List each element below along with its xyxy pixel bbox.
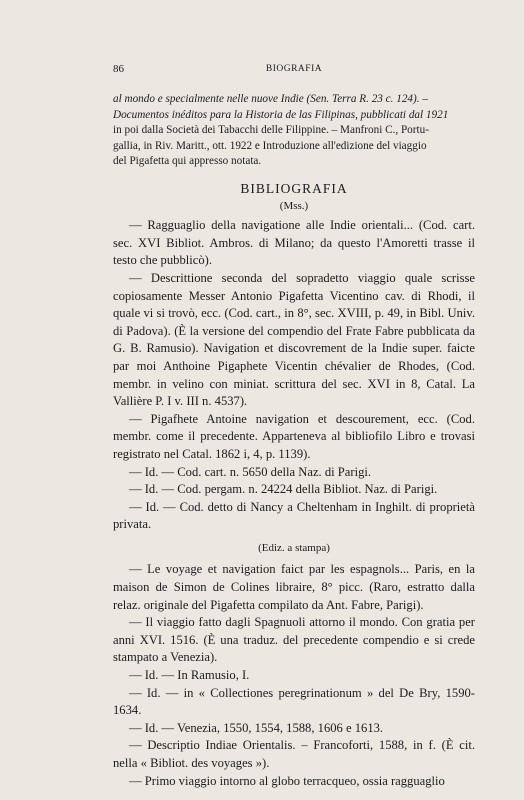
mss-entry: — Descrittione seconda del sopradetto viaggio quale scrisse copiosamente Messer Antonio Pigafetta Vicentino cav. di Rhodi, il quale vi si trovò, ecc. (Cod. cart., in 8°, sec. XVIII, p. 49, in Bibl. Univ. di Padova). (È la versione del compendio del Frate Fabre pubblicata da G. B. Ramusio). Navigation et discovrement de la Indie super. faicte par moi Anthoine Pigaphete Vicentin chévalier de Rhodes, (Cod. membr. in velino con miniat. scrittura del sec. XVI in 8, Catal. La Vallière P. I v. III n. 4537). (113, 270, 475, 409)
intro-line-5: del Pigafetta qui appresso notata. (113, 155, 262, 168)
intro-line-4: gallia, in Riv. Maritt., ott. 1922 e Introduzione all'edizione del viaggio (113, 139, 427, 152)
print-entry: — Id. — Venezia, 1550, 1554, 1588, 1606 e 1613. (129, 720, 384, 735)
intro-line (113, 123, 475, 139)
print-entry: — Id. — In Ramusio, I. (129, 668, 250, 683)
bibliography-section (113, 170, 475, 790)
print-entry: — Le voyage et navigation faict par les espagnols... Paris, en la maison de Simon de Colines libraire, 8° picc. (Raro, estratto dalla relaz. originale del Pigafetta compilato da Ant. Fabre, Parigi). (113, 562, 475, 612)
mss-entry: — Id. — Cod. detto di Nancy a Cheltenham in Inghilt. di proprietà privata. (113, 499, 475, 532)
intro-line-3: in poi dalla Società dei Tabacchi delle Filippine. – Manfroni C., Portu- (113, 124, 429, 137)
section-title: BIBLIOGRAFIA (240, 181, 348, 196)
intro-line (113, 154, 475, 170)
intro-line (113, 92, 475, 108)
mss-entry: — Ragguaglio della navigatione alle Indie orientali... (Cod. cart. sec. XVI Bibliot. Ambros. di Milano; da questo l'Amoretti trasse il testo che pubblicò). (113, 218, 475, 268)
print-entry: — Primo viaggio intorno al globo terracqueo, ossia ragguaglio (129, 773, 445, 788)
page-header (113, 63, 475, 79)
intro-line (113, 139, 475, 155)
mss-entry: — Id. — Cod. cart. n. 5650 della Naz. di Parigi. (129, 464, 372, 479)
print-entry: — Id. — in « Collectiones peregrinationum » del De Bry, 1590-1634. (113, 685, 475, 718)
intro-line (113, 108, 475, 124)
intro-line-2: Documentos inéditos para la Historia de las Filipinas, pubblicati dal 1921 (113, 108, 449, 121)
intro-line-1: al mondo e specialmente nelle nuove Indie (Sen. Terra R. 23 c. 124). – (113, 93, 428, 105)
mss-entry: — Id. — Cod. pergam. n. 24224 della Bibliot. Naz. di Parigi. (129, 482, 438, 497)
page-number: 86 (113, 63, 124, 75)
print-entry: — Il viaggio fatto dagli Spagnuoli attorno il mondo. Con gratia per anni XVI. 1516. (È una traduz. del precedente compendio e si crede stampato a Venezia). (113, 615, 475, 665)
print-label: (Ediz. a stampa) (258, 541, 330, 554)
mss-label: (Mss.) (279, 199, 309, 212)
mss-entry: — Pigafhete Antoine navigation et descourement, ecc. (Cod. membr. come il precedente. Apparteneva al bibliofilo Libro e trovasi registrato nel Catal. 1862 i, 4, p. 1139). (113, 411, 475, 461)
print-entry: — Descriptio Indiae Orientalis. – Francoforti, 1588, in f. (È cit. nella « Bibliot. des voyages »). (113, 738, 475, 770)
running-head: BIOGRAFIA (265, 64, 323, 74)
intro-paragraph (113, 92, 475, 170)
